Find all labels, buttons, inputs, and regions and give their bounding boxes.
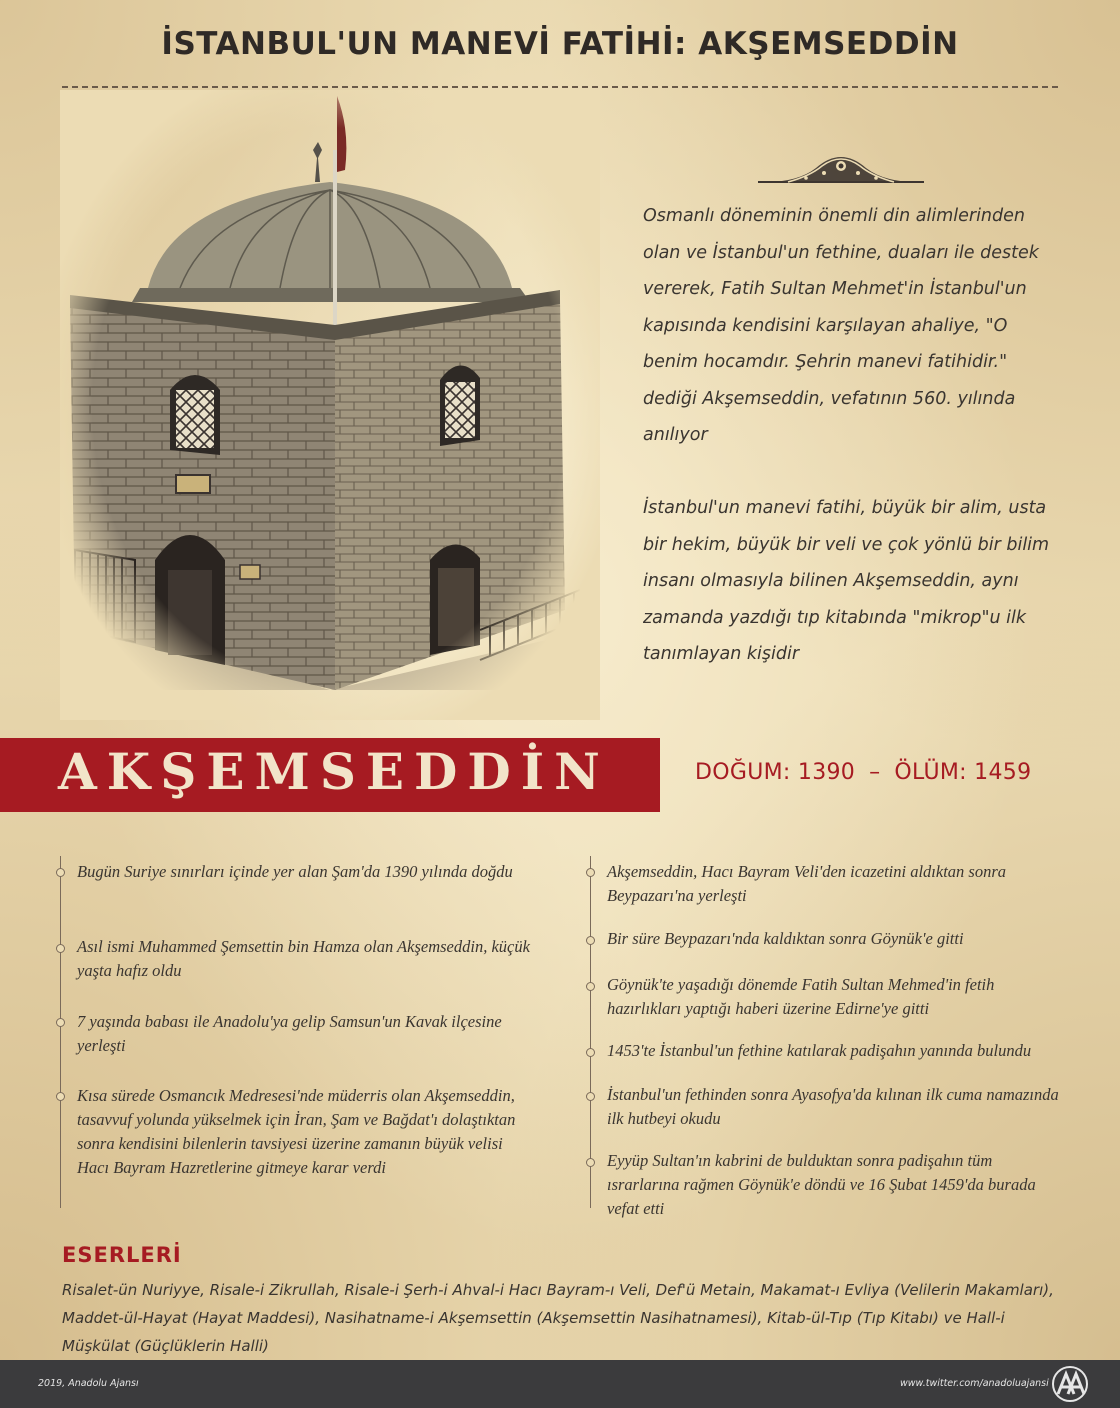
- timeline-item: 1453'te İstanbul'un fethine katılarak padişahın yanında bulundu: [607, 1041, 1032, 1060]
- timeline-marker: [56, 868, 65, 877]
- timeline-item: Asıl ismi Muhammed Şemsettin bin Hamza olan Akşemseddin, küçük yaşta hafız oldu: [77, 937, 530, 980]
- timeline-marker: [586, 936, 595, 945]
- timeline-marker: [586, 1158, 595, 1167]
- intro-paragraph-1: Osmanlı döneminin önemli din alimlerinden olan ve İstanbul'un fethine, duaları ile destek vererek, Fatih Sultan Mehmet'in İstanbul'un kapısında kendisini karşılayan ahaliye, "O benim hocamdır. Şehrin manevi fatihidir." dediği Akşemseddin, vefatının 560. yılında anılıyor: [643, 206, 1039, 445]
- timeline-item: Bugün Suriye sınırları içinde yer alan Şam'da 1390 yılında doğdu: [77, 862, 513, 881]
- timeline-marker: [586, 982, 595, 991]
- timeline-item: 7 yaşında babası ile Anadolu'ya gelip Samsun'un Kavak ilçesine yerleşti: [77, 1012, 502, 1055]
- timeline-marker: [56, 944, 65, 953]
- timeline-right: [590, 856, 1059, 1218]
- death-date: ÖLÜM: 1459: [894, 760, 1032, 785]
- works-heading: ESERLERİ: [62, 1243, 182, 1267]
- mausoleum-illustration: [60, 90, 600, 720]
- timeline-marker: [586, 868, 595, 877]
- date-separator: –: [869, 760, 881, 785]
- life-dates: [695, 760, 1031, 785]
- timeline-item: Kısa sürede Osmancık Medresesi'nde müderris olan Akşemseddin, tasavvuf yolunda yükselmek için İran, Şam ve Bağdat'ı dolaştıktan sonra kendisini bilenlerin tavsiyesi üzerine zamanın büyük velisi Hacı Bayram Hazretlerine gitmeye karar verdi: [77, 1086, 516, 1177]
- timeline-item: Bir süre Beypazarı'nda kaldıktan sonra Göynük'e gitti: [607, 929, 964, 948]
- timeline-marker: [56, 1092, 65, 1101]
- timeline-left: [60, 856, 530, 1208]
- timeline-item: İstanbul'un fethinden sonra Ayasofya'da kılınan ilk cuma namazında ilk hutbeyi okudu: [607, 1085, 1059, 1128]
- page-title: İSTANBUL'UN MANEVİ FATİHİ: AKŞEMSEDDİN: [161, 26, 959, 62]
- banner-name: AKŞEMSEDDİN: [58, 742, 610, 801]
- aa-logo-icon: [1050, 1366, 1090, 1402]
- footer-copyright: 2019, Anadolu Ajansı: [38, 1378, 139, 1389]
- works-text: Risalet-ün Nuriyye, Risale-i Zikrullah, Risale-i Şerh-i Ahval-i Hacı Bayram-ı Veli, Def'ü Metain, Makamat-ı Evliya (Velilerin Makamları), Maddet-ül-Hayat (Hayat Maddesi), Nasihatname-i Akşemsettin (Akşemsettin Nasihatnamesi), Kitab-ül-Tıp (Tıp Kitabı) ve Hall-i Müşkülat (Güçlüklerin Halli): [62, 1281, 1054, 1355]
- timeline-item: Eyyüp Sultan'ın kabrini de bulduktan sonra padişahın tüm ısrarlarına rağmen Göynük'e döndü ve 16 Şubat 1459'da burada vefat etti: [607, 1151, 1036, 1218]
- timeline-marker: [56, 1018, 65, 1027]
- intro-paragraph-2: İstanbul'un manevi fatihi, büyük bir alim, usta bir hekim, büyük bir veli ve çok yönlü bir bilim insanı olmasıyla bilinen Akşemseddin, aynı zamanda yazdığı tıp kitabında "mikrop"u ilk tanımlayan kişidir: [643, 498, 1050, 664]
- birth-date: DOĞUM: 1390: [695, 760, 856, 785]
- title-divider: [62, 86, 1058, 88]
- timeline-item: Akşemseddin, Hacı Bayram Veli'den icazetini aldıktan sonra Beypazarı'na yerleşti: [607, 862, 1006, 905]
- timeline-item: Göynük'te yaşadığı dönemde Fatih Sultan Mehmed'in fetih hazırlıkları yaptığı haberi üzerine Edirne'ye gitti: [607, 975, 995, 1018]
- timeline-marker: [586, 1092, 595, 1101]
- footer-twitter-link[interactable]: www.twitter.com/anadoluajansi: [900, 1378, 1049, 1389]
- timeline-marker: [586, 1048, 595, 1057]
- ornament-icon: [758, 146, 924, 186]
